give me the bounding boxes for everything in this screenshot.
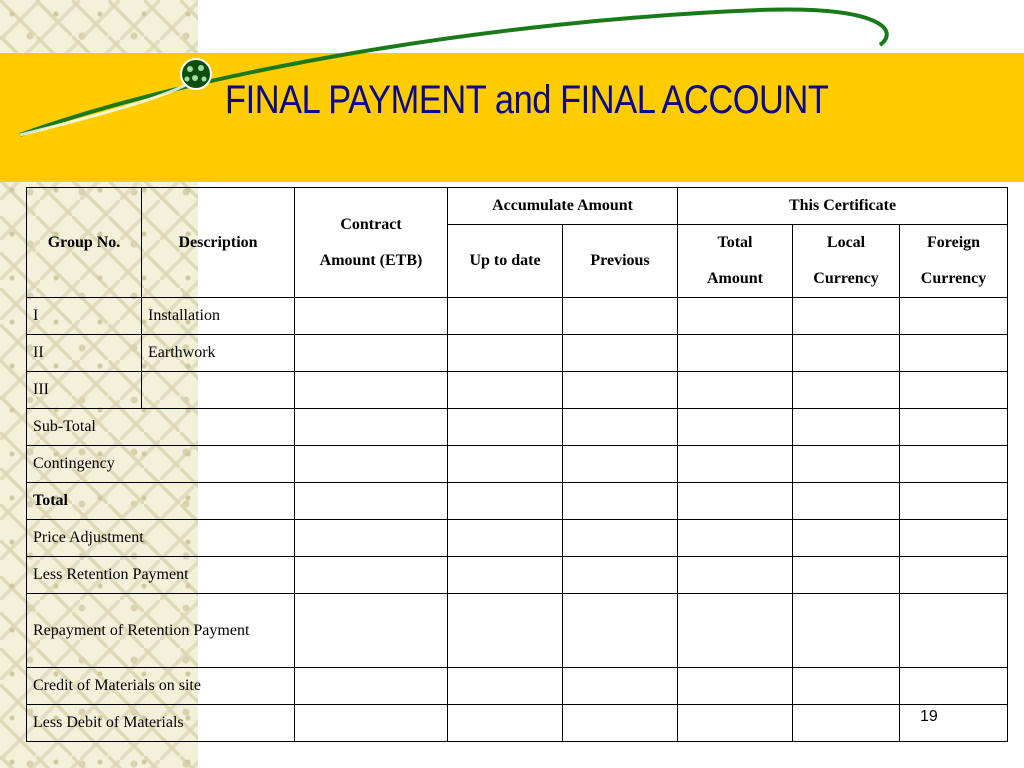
table-row: [27, 298, 1008, 335]
table-row: [27, 668, 1008, 705]
row-label-total: Total: [27, 483, 295, 520]
group-number: III: [27, 372, 142, 409]
group-number: II: [27, 335, 142, 372]
final-account-table: [26, 187, 1008, 742]
table-row: [27, 409, 1008, 446]
row-label-contingency: Contingency: [27, 446, 295, 483]
header-description: Description: [142, 188, 295, 298]
row-label-price-adjustment: Price Adjustment: [27, 520, 295, 557]
header-local-currency: Local Currency: [793, 225, 900, 298]
row-label-less-debit: Less Debit of Materials: [27, 705, 295, 742]
header-group-no: Group No.: [27, 188, 142, 298]
group-description: Earthwork: [142, 335, 295, 372]
row-label-sub-total: Sub-Total: [27, 409, 295, 446]
table-row: [27, 372, 1008, 409]
table-row: [27, 594, 1008, 668]
row-label-credit-materials: Credit of Materials on site: [27, 668, 295, 705]
table-row: [27, 483, 1008, 520]
table-row: [27, 335, 1008, 372]
header-foreign-currency: Foreign Currency: [900, 225, 1008, 298]
table-row: [27, 446, 1008, 483]
table-row: [27, 705, 1008, 742]
table-row: [27, 557, 1008, 594]
header-total-amount: Total Amount: [678, 225, 793, 298]
header-this-certificate: This Certificate: [678, 188, 1008, 225]
group-number: I: [27, 298, 142, 335]
page-number: 19: [920, 708, 938, 725]
header-contract-amount: Contract Amount (ETB): [295, 188, 448, 298]
group-description: Installation: [142, 298, 295, 335]
table-row: [27, 520, 1008, 557]
slide-title: FINAL PAYMENT and FINAL ACCOUNT: [225, 78, 829, 122]
row-label-repayment-retention: Repayment of Retention Payment: [27, 594, 295, 668]
header-up-to-date: Up to date: [448, 225, 563, 298]
globe-icon: [181, 59, 211, 89]
row-label-less-retention: Less Retention Payment: [27, 557, 295, 594]
group-description: [142, 372, 295, 409]
header-accumulate-amount: Accumulate Amount: [448, 188, 678, 225]
header-previous: Previous: [563, 225, 678, 298]
